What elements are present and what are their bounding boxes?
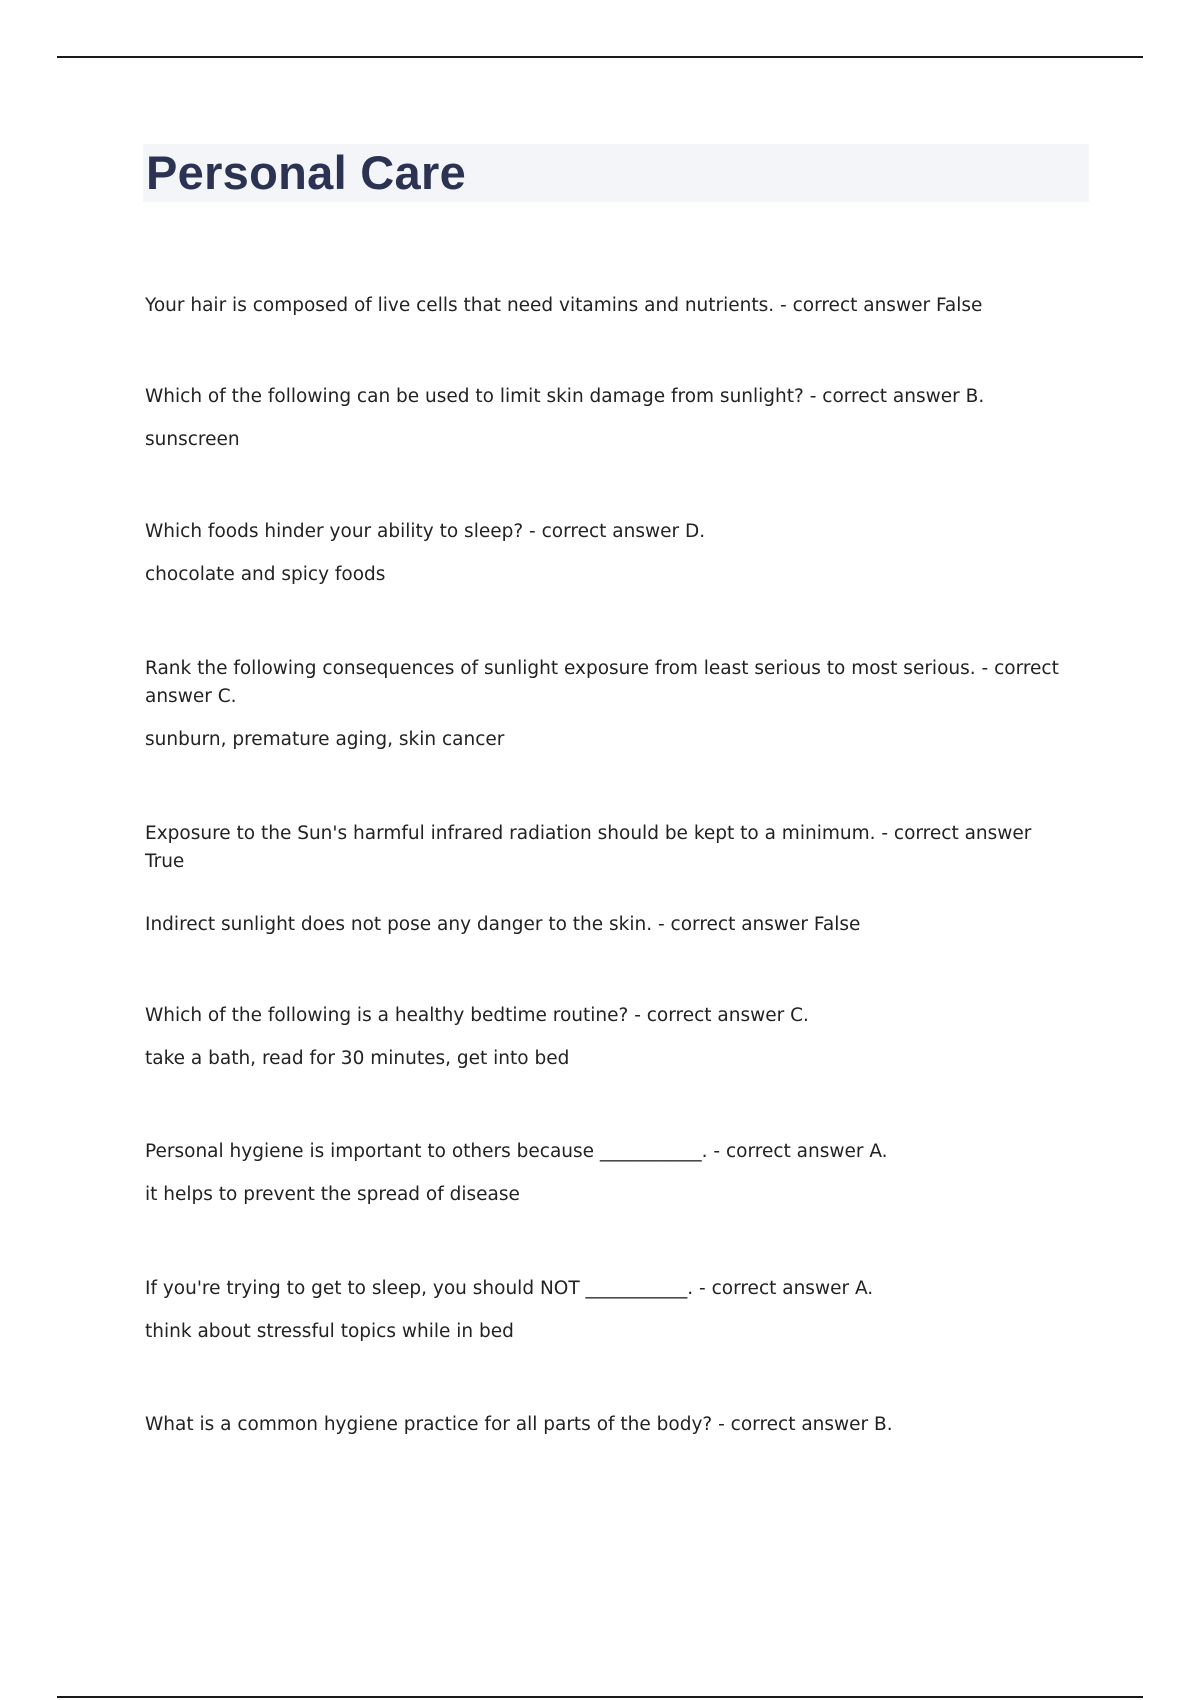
answer-text: chocolate and spicy foods: [145, 564, 386, 585]
answer-text: think about stressful topics while in bed: [145, 1321, 514, 1342]
question-text: Exposure to the Sun's harmful infrared radiation should be kept to a minimum. - correct answer True: [145, 823, 1032, 872]
qa-item-9: [145, 1275, 1075, 1346]
answer-text: sunscreen: [145, 429, 240, 450]
qa-item-3: [145, 518, 1075, 589]
question-text: Which of the following is a healthy bedtime routine? - correct answer C.: [145, 1005, 809, 1026]
answer-text: take a bath, read for 30 minutes, get into bed: [145, 1048, 570, 1069]
qa-item-10: [145, 1411, 1075, 1439]
answer-text: it helps to prevent the spread of disease: [145, 1184, 520, 1205]
qa-item-5: [145, 820, 1075, 876]
qa-item-1: [145, 292, 1075, 320]
question-text: If you're trying to get to sleep, you should NOT ___________. - correct answer A.: [145, 1278, 874, 1299]
question-text: Rank the following consequences of sunlight exposure from least serious to most serious. - correct answer C.: [145, 658, 1059, 707]
question-text: Indirect sunlight does not pose any danger to the skin. - correct answer False: [145, 914, 861, 935]
question-text: Personal hygiene is important to others because ___________. - correct answer A.: [145, 1141, 888, 1162]
top-rule: [57, 56, 1143, 58]
question-text: Your hair is composed of live cells that need vitamins and nutrients. - correct answer False: [145, 295, 983, 316]
qa-item-4: [145, 655, 1075, 754]
question-text: Which foods hinder your ability to sleep? - correct answer D.: [145, 521, 706, 542]
question-text: What is a common hygiene practice for all parts of the body? - correct answer B.: [145, 1414, 893, 1435]
qa-item-8: [145, 1138, 1075, 1209]
bottom-rule: [57, 1696, 1143, 1698]
answer-text: sunburn, premature aging, skin cancer: [145, 729, 505, 750]
qa-item-6: [145, 911, 1075, 939]
page-title: Personal Care: [146, 146, 467, 199]
qa-item-7: [145, 1002, 1075, 1073]
question-text: Which of the following can be used to limit skin damage from sunlight? - correct answer B.: [145, 386, 985, 407]
qa-item-2: [145, 383, 1075, 454]
